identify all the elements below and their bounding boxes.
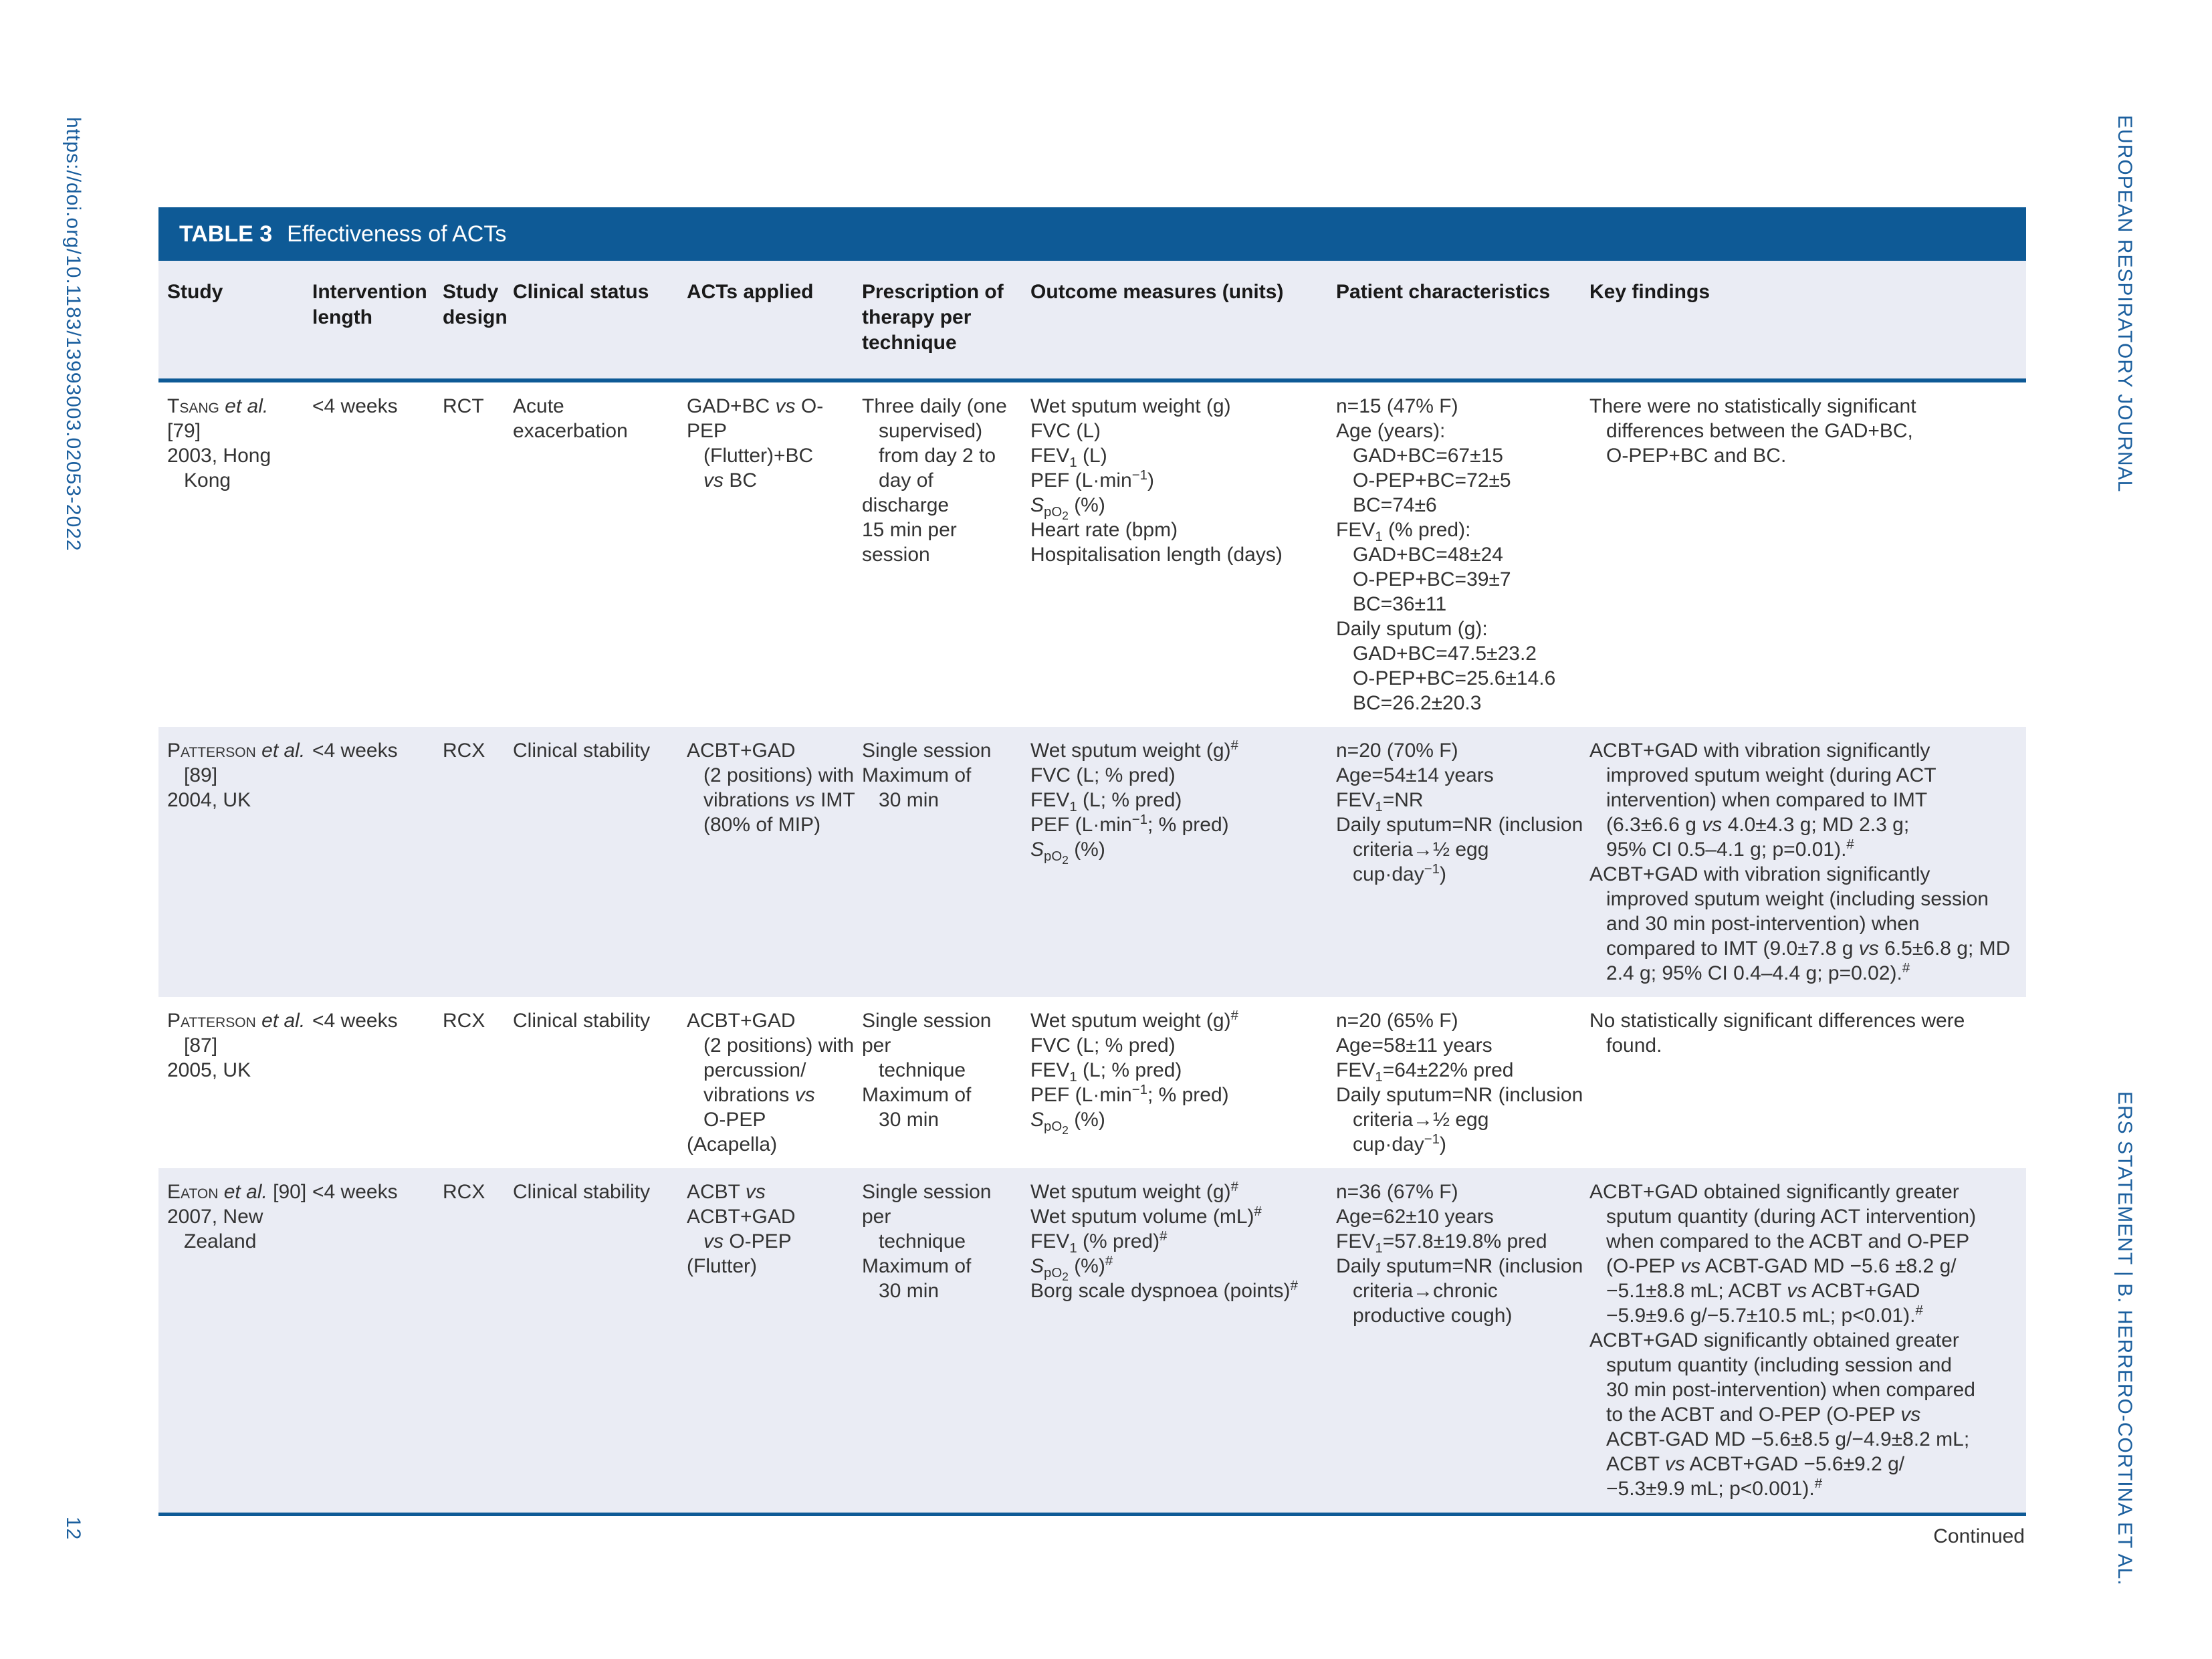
journal-name-vertical-text: EUROPEAN RESPIRATORY JOURNAL — [2114, 115, 2136, 493]
cell-patient-characteristics: n=20 (65% F) Age=58±11 years $FEV_1=64\pm 22\%$ pred Daily sputum=NR (inclusion criteria→½ egg cup·day$^{-1}$) — [1336, 1010, 1583, 1155]
cell-patient-characteristics: n=20 (70% F) Age=54±14 years $FEV_1=NR$ Daily sputum=NR (inclusion criteria→½ egg cup·day$^{-1}$) — [1336, 740, 1583, 885]
cell-acts-applied: GAD+BC vs O-PEP (Flutter)+BC vs BC — [687, 395, 824, 491]
cell-study-design: RCX — [443, 740, 485, 762]
cell-study: Patterson et al. [89] 2004, UK — [167, 740, 306, 811]
cell-clinical-status: Clinical stability — [513, 1168, 687, 1515]
cell-acts-applied: ACBT+GAD (2 positions) with vibrations vs IMT (80% of MIP) — [687, 740, 855, 836]
cell-outcome-measures: Wet sputum weight (g)# FVC (L; % pred) $FEV_1$ (L; % pred) PEF ($L\cdot\min^{-1}$; % pred) $S_{pO_2}$ (%) — [1030, 738, 1238, 867]
table-title-text: Effectiveness of ACTs — [287, 221, 507, 247]
cell-acts-applied: ACBT+GAD (2 positions) with percussion/ vibrations vs O-PEP (Acapella) — [687, 1010, 855, 1155]
cell-study-design: RCX — [443, 1010, 485, 1032]
table-3-container — [158, 207, 2026, 1548]
table-row — [158, 380, 2026, 727]
cell-study: Tsang et al. [79] 2003, Hong Kong — [167, 395, 271, 491]
cell-prescription: Single session per technique Maximum of 30 min — [862, 1168, 1030, 1515]
cell-patient-characteristics: n=36 (67% F) Age=62±10 years $FEV_1=57.8\pm 19.8\%$ pred Daily sputum=NR (inclusion criteria→chronic productive cough) — [1336, 1168, 1589, 1515]
table-row — [158, 997, 2026, 1168]
column-header: Clinical status — [513, 261, 687, 380]
article-running-head-vertical-text: ERS STATEMENT | B. HERRERO-CORTINA ET AL. — [2114, 1091, 2136, 1586]
column-header: ACTs applied — [687, 261, 862, 380]
cell-study-design: RCX — [443, 1168, 513, 1515]
cell-intervention-length: <4 weeks — [312, 740, 398, 762]
cell-key-findings: There were no statistically significant differences between the GAD+BC, O-PEP+BC and BC. — [1589, 395, 1916, 467]
cell-key-findings: No statistically significant differences were found. — [1589, 1010, 1965, 1057]
column-header: Patient characteristics — [1336, 261, 1589, 380]
cell-study: Patterson et al. [87] 2005, UK — [167, 1010, 306, 1081]
page-number: 12 — [62, 1517, 84, 1541]
cell-prescription: Single session Maximum of 30 min — [862, 740, 992, 811]
cell-key-findings: ACBT+GAD obtained significantly greater sputum quantity (during ACT intervention) when compared to the ACBT and O-PEP (O-PEP vs ACBT-GAD MD −5.6 ±8.2 g/ −5.1±8.8 mL; ACBT vs ACBT+GAD −5.9±9.6 g/−5.7±10.5 mL; p<0.01).# ACBT+GAD significantly obtained greater sputum quantity (including session and 30 min post-intervention) when compared to the ACBT and O-PEP (O-PEP vs ACBT-GAD MD −5.6±8.5 g/−4.9±8.2 mL; ACBT vs ACBT+GAD −5.6±9.2 g/ −5.3±9.9 mL; p<0.001).# — [1589, 1168, 2026, 1515]
doi-vertical-text: https://doi.org/10.1183/13993003.02053-2022 — [62, 117, 84, 552]
column-header: Study — [158, 261, 312, 380]
cell-clinical-status: Acute exacerbation — [513, 395, 628, 442]
column-header: Study design — [443, 261, 513, 380]
column-header: Key findings — [1589, 261, 2026, 380]
table-row — [158, 1168, 2026, 1515]
column-header: Prescription of therapy per technique — [862, 261, 1030, 380]
cell-outcome-measures: Wet sputum weight (g)# Wet sputum volume (mL)# $FEV_1$ (% pred)# $S_{pO_2}$ (%)# Borg scale dyspnoea (points)# — [1030, 1168, 1336, 1515]
cell-intervention-length: <4 weeks — [312, 1168, 443, 1515]
cell-prescription: Three daily (one supervised) from day 2 to day of discharge 15 min per session — [862, 395, 1007, 566]
table-number-label: TABLE 3 — [179, 221, 273, 247]
cell-key-findings: ACBT+GAD with vibration significantly improved sputum weight (during ACT intervention) when compared to IMT (6.3±6.6 g vs 4.0±4.3 g; MD 2.3 g; 95% CI 0.5–4.1 g; p=0.01).# ACBT+GAD with vibration significantly improved sputum weight (including session and 30 min post-intervention) when compared to IMT (9.0±7.8 g vs 6.5±6.8 g; MD 2.4 g; 95% CI 0.4–4.4 g; p=0.02).# — [1589, 740, 2011, 984]
effectiveness-table — [158, 261, 2026, 1516]
cell-outcome-measures: Wet sputum weight (g)# FVC (L; % pred) $FEV_1$ (L; % pred) PEF ($L\cdot\min^{-1}$; % pred) $S_{pO_2}$ (%) — [1030, 1008, 1238, 1137]
column-header: Intervention length — [312, 261, 443, 380]
table-title-bar — [158, 207, 2026, 261]
table-header-row — [158, 261, 2026, 380]
table-body — [158, 380, 2026, 1515]
table-row — [158, 727, 2026, 997]
cell-clinical-status: Clinical stability — [513, 740, 651, 762]
cell-intervention-length: <4 weeks — [312, 1010, 398, 1032]
cell-patient-characteristics: n=15 (47% F) Age (years): GAD+BC=67±15 O-PEP+BC=72±5 BC=74±6 $FEV_1$ (% pred): GAD+BC=48±24 O-PEP+BC=39±7 BC=36±11 Daily sputum (g): GAD+BC=47.5±23.2 O-PEP+BC=25.6±14.6 BC=26.2±20.3 — [1336, 395, 1556, 714]
cell-prescription: Single session per technique Maximum of 30 min — [862, 1010, 992, 1131]
cell-outcome-measures: Wet sputum weight (g) FVC (L) $FEV_1$ (L) PEF $(L\cdot\min^{-1})$ $S_{pO_2}$ (%) Heart rate (bpm) Hospitalisation length (days) — [1030, 395, 1283, 566]
cell-study-design: RCT — [443, 395, 484, 417]
cell-intervention-length: <4 weeks — [312, 395, 398, 417]
cell-acts-applied: ACBT vs ACBT+GAD vs O-PEP (Flutter) — [687, 1168, 862, 1515]
column-header: Outcome measures (units) — [1030, 261, 1336, 380]
continued-label: Continued — [1933, 1525, 2025, 1547]
cell-study: Eaton et al. [90] 2007, New Zealand — [158, 1168, 312, 1515]
cell-clinical-status: Clinical stability — [513, 1010, 651, 1032]
